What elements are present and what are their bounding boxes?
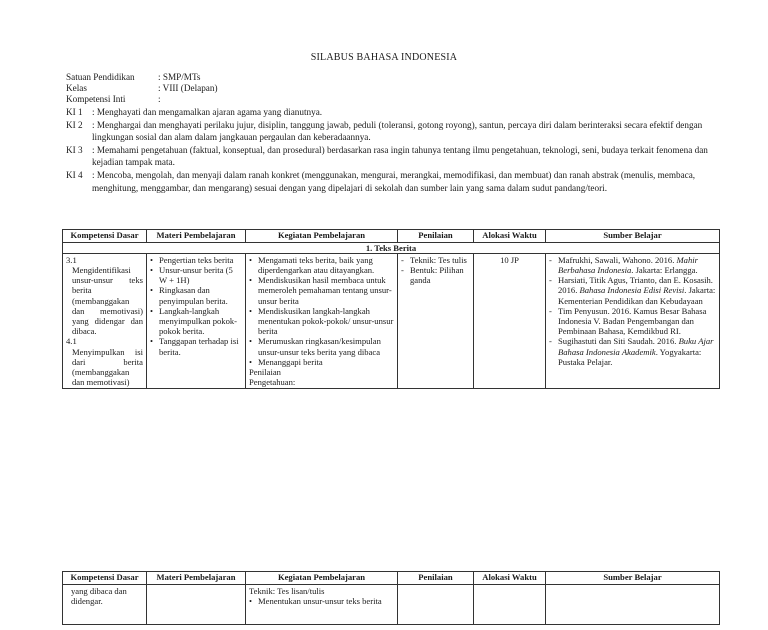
- document-title: SILABUS BAHASA INDONESIA: [310, 52, 458, 63]
- source-item: [549, 275, 716, 306]
- ki-item: [66, 169, 716, 194]
- meta-row: [66, 72, 218, 83]
- materi-cell: [147, 584, 246, 624]
- sumber-cell: [546, 253, 720, 389]
- penilaian-heading: Penilaian: [249, 367, 281, 378]
- source-title: Mahir Berbahasa Indonesia: [558, 254, 698, 275]
- source-text: . Jakarta: Erlangga.: [631, 265, 698, 275]
- kompetensi-dasar-cell: [63, 253, 147, 389]
- list-item: • Mendiskusikan langkah-langkah menentukan pokok-pokok/ unsur-unsur berita: [249, 306, 394, 337]
- table-header-row: [63, 230, 720, 243]
- list-item: • Ringkasan dan penyimpulan berita.: [150, 285, 242, 305]
- kd-text: Mengidentifikasi unsur-unsur teks berita (membanggakan dan memotivasi) yang didengar dan dibaca.: [72, 265, 143, 337]
- col-header: Kegiatan Pembelajaran: [246, 572, 398, 585]
- meta-row: [66, 83, 218, 94]
- kd-text: Menyimpulkan isi dari berita (membanggakan dan memotivasi): [72, 346, 143, 388]
- col-header: Kegiatan Pembelajaran: [246, 230, 398, 243]
- pengetahuan-heading: Pengetahuan:: [249, 377, 296, 388]
- list-item: • Mengamati teks berita, baik yang diperdengarkan atau ditayangkan.: [249, 255, 394, 275]
- identity-block: [66, 72, 218, 104]
- syllabus-table-continued: [62, 571, 720, 625]
- ki-label: KI 1: [66, 107, 83, 117]
- list-item: - Bentuk: Pilihan ganda: [401, 265, 470, 285]
- source-item: [549, 306, 716, 337]
- col-header: Sumber Belajar: [546, 230, 720, 243]
- ki-text: : Mencoba, mengolah, dan menyaji dalam ranah konkret (menggunakan, mengurai, merangkai, memodifikasi, dan membuat) dan ranah abstrak (menulis, membaca, menghitung, menggambar, dan mengarang) sesuai dengan yang dipelajari di sekolah dan sumber lain yang sama dalam sudut pandang/teori.: [92, 169, 696, 193]
- ki-item: [66, 144, 716, 169]
- list-item: • Merumuskan ringkasan/kesimpulan unsur-unsur teks berita yang dibaca: [249, 336, 394, 356]
- col-header: Alokasi Waktu: [474, 230, 546, 243]
- sumber-cell: [546, 584, 720, 624]
- kd-number: 3.1: [66, 254, 77, 265]
- col-header: Penilaian: [398, 572, 474, 585]
- ki-label: KI 2: [66, 119, 83, 130]
- list-item: • Mendiskusikan hasil membaca untuk memeroleh pemahaman tentang unsur-unsur berita: [249, 275, 394, 306]
- source-item: [549, 255, 716, 275]
- kd-continued: yang dibaca dan didengar.: [63, 584, 147, 624]
- syllabus-table: [62, 229, 720, 389]
- kegiatan-cell: [246, 584, 398, 624]
- meta-label: Kelas: [66, 82, 87, 93]
- col-header: Penilaian: [398, 230, 474, 243]
- list-item: • Unsur-unsur berita (5 W + 1H): [150, 265, 242, 285]
- source-title: Bahasa Indonesia Edisi Revisi: [579, 285, 685, 296]
- table-row: [63, 253, 720, 389]
- teknik-line: Teknik: Tes lisan/tulis: [249, 585, 325, 596]
- kompetensi-inti-list: [66, 106, 716, 194]
- col-header: Kompetensi Dasar: [63, 572, 147, 585]
- meta-label: Kompetensi Inti: [66, 93, 126, 104]
- meta-value: : VIII (Delapan): [158, 82, 218, 93]
- ki-text: : Menghargai dan menghayati perilaku jujur, disiplin, tanggung jawab, peduli (toleransi, gotong royong), santun, percaya diri dalam berinteraksi secara efektif dengan lingkungan sosial dan alam dalam jangkauan pergaulan dan keberadaannya.: [92, 119, 703, 143]
- list-item: • Pengertian teks berita: [150, 255, 242, 265]
- source-text: Tim Penyusun. 2016. Kamus Besar Bahasa Indonesia V. Badan Pengembangan dan Pembinaan Bahasa, Kemdikbud RI.: [558, 305, 707, 337]
- meta-label: Satuan Pendidikan: [66, 72, 135, 82]
- table-header-row: [63, 572, 720, 585]
- alokasi-cell: [474, 584, 546, 624]
- meta-row: [66, 94, 218, 105]
- source-item: [549, 336, 716, 367]
- col-header: Materi Pembelajaran: [147, 230, 246, 243]
- list-item: • Tanggapan terhadap isi berita.: [150, 336, 242, 356]
- ki-label: KI 4: [66, 169, 83, 180]
- col-header: Sumber Belajar: [546, 572, 720, 585]
- meta-value: :: [158, 93, 161, 104]
- source-title: Buku Ajar Bahasa Indonesia Akademik: [558, 336, 714, 357]
- list-item: - Teknik: Tes tulis: [401, 255, 470, 265]
- section-title: 1. Teks Berita: [63, 242, 720, 253]
- meta-value: : SMP/MTs: [158, 72, 201, 82]
- source-text: Mafrukhi, Sawali, Wahono. 2016.: [558, 254, 677, 265]
- source-text: Sugihastuti dan Siti Saudah. 2016.: [558, 336, 679, 347]
- ki-text: : Menghayati dan mengamalkan ajaran agama yang dianutnya.: [92, 107, 323, 117]
- kd-number: 4.1: [66, 336, 77, 347]
- col-header: Alokasi Waktu: [474, 572, 546, 585]
- ki-item: [66, 106, 716, 119]
- col-header: Materi Pembelajaran: [147, 572, 246, 585]
- source-text: Harsiati, Titik Agus, Trianto, dan E. Kosasih. 2016.: [558, 275, 713, 296]
- kegiatan-cell: [246, 253, 398, 389]
- section-row: [63, 242, 720, 253]
- ki-item: [66, 119, 716, 144]
- alokasi-cell: 10 JP: [474, 253, 546, 389]
- materi-cell: [147, 253, 246, 389]
- col-header: Kompetensi Dasar: [63, 230, 147, 243]
- penilaian-cell: [398, 253, 474, 389]
- ki-text: : Memahami pengetahuan (faktual, konseptual, dan prosedural) berdasarkan rasa ingin tahunya tentang ilmu pengetahuan, teknologi, seni, budaya terkait fenomena dan kejadian tampak mata.: [92, 144, 708, 168]
- source-text: . Yogyakarta: Pustaka Pelajar.: [558, 346, 702, 367]
- ki-label: KI 3: [66, 144, 83, 155]
- penilaian-cell: [398, 584, 474, 624]
- list-item: • Menanggapi berita: [249, 357, 394, 367]
- list-item: • Langkah-langkah menyimpulkan pokok-pokok berita.: [150, 306, 242, 337]
- source-text: . Jakarta: Kementerian Pendidikan dan Kebudayaan: [558, 285, 716, 306]
- list-item: • Menentukan unsur-unsur teks berita: [249, 596, 394, 606]
- table-row: [63, 584, 720, 624]
